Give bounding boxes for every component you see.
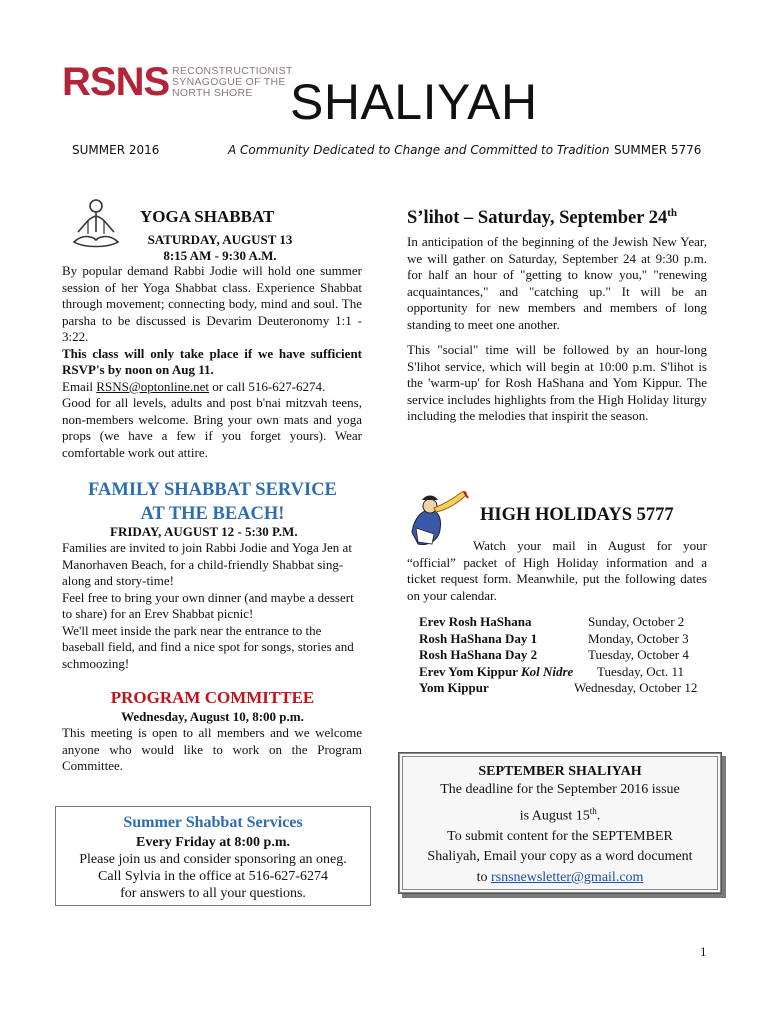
summer-services-title: Summer Shabbat Services: [123, 814, 303, 831]
holiday-row: Erev Yom Kippur Kol Nidre Tuesday, Oct. 11: [419, 663, 685, 679]
holiday-row: Rosh HaShana Day 1 Monday, October 3: [419, 630, 689, 646]
september-details: The deadline for the September 2016 issue is August 15th. To submit content for the SEPTEMBER Shaliyah, Email your copy as a word document to rsnsnewsletter@gmail.com: [427, 782, 693, 885]
family-description: Families are invited to join Rabbi Jodie and Yoga Jen at Manorhaven Beach, for a child-friendly Shabbat sing-along and story-time! Feel free to bring your own dinner (and maybe a dessert to share) for an Erev Shabbat picnic! We'll meet inside the park near the entrance to the baseball field, and find a nice spot for songs, stories and schmoozing!: [62, 540, 354, 671]
meditation-figure-icon: [62, 196, 130, 256]
summer-services-info: Please join us and consider sponsoring an oneg. Call Sylvia in the office at 516-627-6274 for answers to all your questions.: [79, 852, 347, 901]
yoga-description: By popular demand Rabbi Jodie will hold one summer session of her Yoga Shabbat class. Experience Shabbat through movement; connecting body, mind and soul. The parsha to be discussed is Devarim Deuteronomy 1:1 - 3:22. This class will only take place if we have sufficient RSVP's by noon on Aug 11. Email RSNS@optonline.net or call 516-627-6274. Good for all levels, adults and post b'nai mitzvah teens, non-members welcome. Bring your own mats and yoga props (we have a few if you forget yours). Wear comfortable work out attire.: [62, 263, 362, 460]
slihot-title: S’lihot – Saturday, September 24th: [407, 207, 678, 229]
september-deadline-box: [398, 752, 722, 894]
holiday-row: Rosh HaShana Day 2 Tuesday, October 4: [419, 647, 689, 662]
program-title: PROGRAM COMMITTEE: [110, 688, 315, 707]
page-number: 1: [700, 944, 707, 959]
newsletter-title: SHALIYAH: [290, 74, 538, 130]
issue-season: SUMMER 2016: [72, 143, 160, 157]
high-holidays-title: HIGH HOLIDAYS 5777: [480, 505, 674, 525]
high-holidays-description: Watch your mail in August for your “official” packet of High Holiday information and a ticket request form. Meanwhile, put the following dates on your calendar.: [407, 538, 707, 603]
yoga-email-link[interactable]: RSNS@optonline.net: [96, 378, 210, 394]
logo: [62, 62, 292, 106]
summer-services-time: Every Friday at 8:00 p.m.: [136, 835, 290, 850]
holiday-row: Yom Kippur Wednesday, October 12: [419, 680, 698, 695]
september-title: SEPTEMBER SHALIYAH: [478, 764, 642, 779]
yoga-date: SATURDAY, AUGUST 13: [147, 232, 293, 247]
summer-services-box: [55, 806, 371, 906]
slihot-paragraph-1: In anticipation of the beginning of the Jewish New Year, we will gather on Saturday, September 24 at 9:30 p.m. for half an hour of "getting to know you," "renewing acquaintances," and "catching up." It will be an opportunity for new members and members of long standing to meet one another.: [407, 234, 707, 332]
holiday-calendar: [419, 614, 709, 697]
holiday-row: Erev Rosh HaShana Sunday, October 2: [419, 614, 685, 629]
logo-mark: RSNS: [62, 60, 170, 104]
issue-hebrew-year: SUMMER 5776: [614, 143, 702, 157]
yoga-title: YOGA SHABBAT: [140, 207, 275, 226]
family-title: FAMILY SHABBAT SERVICE AT THE BEACH!: [88, 480, 337, 524]
logo-text: RECONSTRUCTIONIST SYNAGOGUE OF THE NORTH SHORE: [172, 65, 293, 99]
program-description: This meeting is open to all members and we welcome anyone who would like to work on the Program Committee.: [62, 725, 362, 773]
program-date: Wednesday, August 10, 8:00 p.m.: [121, 709, 304, 724]
yoga-time: 8:15 AM - 9:30 A.M.: [163, 248, 277, 263]
family-date: FRIDAY, AUGUST 12 - 5:30 P.M.: [110, 524, 298, 539]
tagline: A Community Dedicated to Change and Committed to Tradition: [228, 143, 610, 157]
slihot-paragraph-2: This "social" time will be followed by an hour-long S'lihot service, which will begin at 10:00 p.m. S'lihot is the 'warm-up' for Rosh HaShana and Yom Kippur. The service includes highlights from the High Holiday liturgy including the melodies that inspirit the season.: [407, 342, 707, 423]
newsletter-email-link[interactable]: rsnsnewsletter@gmail.com: [490, 869, 644, 885]
yoga-rsvp-note: This class will only take place if we have sufficient RSVP's by noon on Aug 11.: [62, 345, 362, 377]
